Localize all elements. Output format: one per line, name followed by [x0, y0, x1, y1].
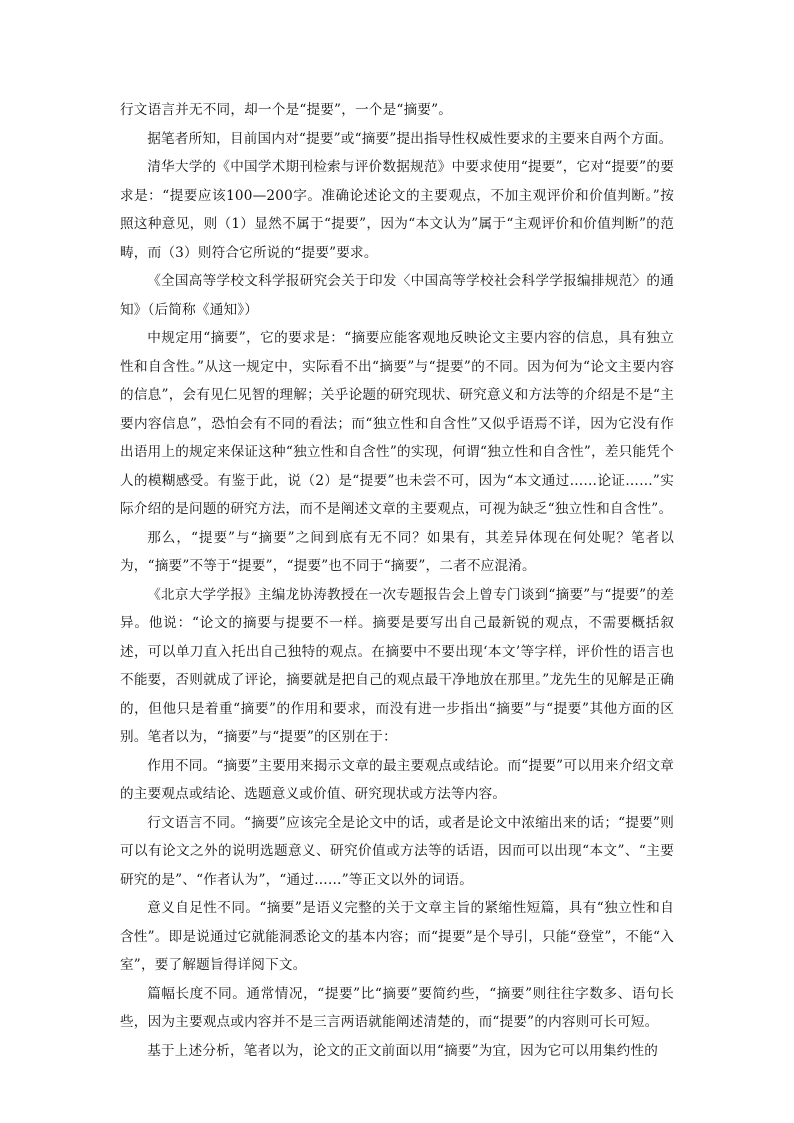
- paragraph-11: 篇幅长度不同。通常情况，“提要”比“摘要”要简约些，“摘要”则往往字数多、语句长些，因为主要观点或内容并不是三言两语就能阐述清楚的，而“提要”的内容则可长可短。: [120, 985, 674, 1030]
- paragraph-9: 行文语言不同。“摘要”应该完全是论文中的话，或者是论文中浓缩出来的话；“提要”则可以有论文之外的说明选题意义、研究价值或方法等的话语，因而可以出现“本文”、“主要研究的是”、“作者认为”，“通过……”等正文以外的词语。: [120, 814, 674, 888]
- paragraph-12: 基于上述分析，笔者以为，论文的正文前面以用“摘要”为宜，因为它可以用集约性的: [147, 1042, 659, 1059]
- paragraph-1: 行文语言并无不同，却一个是“提要”，一个是“摘要”。: [120, 102, 453, 118]
- paragraph-2: 据笔者所知，目前国内对“提要”或“摘要”提出指导性权威性要求的主要来自两个方面。: [147, 130, 673, 147]
- article-body: [120, 96, 674, 1065]
- paragraph-5: 中规定用“摘要”，它的要求是：“摘要应能客观地反映论文主要内容的信息，具有独立性和自含性。”从这一规定中，实际看不出“摘要”与“提要”的不同。因为何为“论文主要内容的信息”，会有见仁见智的理解；关乎论题的研究现状、研究意义和方法等的介绍是不是“主要内容信息”，恐怕会有不同的看法；而“独立性和自含性”又似乎语焉不详，因为它没有作出语用上的规定来保证这种“独立性和自含性”的实现，何谓“独立性和自含性”，差只能凭个人的模糊感受。有鉴于此，说（2）是“提要”也未尝不可，因为“本文通过……论证……”实际介绍的是问题的研究方法，而不是阐述文章的主要观点，可视为缺乏“独立性和自含性”。: [120, 330, 674, 517]
- paragraph-4: 《全国高等学校文科学报研究会关于印发〈中国高等学校社会科学学报编排规范〉的通知》（后简称《通知》）: [120, 273, 674, 318]
- paragraph-6: 那么，“提要”与“摘要”之间到底有无不同？如果有，其差异体现在何处呢？笔者以为，“摘要”不等于“提要”，“提要”也不同于“摘要”，二者不应混淆。: [120, 529, 674, 574]
- paragraph-8: 作用不同。“摘要”主要用来揭示文章的最主要观点或结论。而“提要”可以用来介绍文章的主要观点或结论、选题意义或价值、研究现状或方法等内容。: [120, 757, 674, 802]
- paragraph-10: 意义自足性不同。“摘要”是语义完整的关于文章主旨的紧缩性短篇，具有“独立性和自含性”。即是说通过它就能洞悉论文的基本内容；而“提要”是个导引，只能“登堂”，不能“入室”，要了解题旨得详阅下文。: [120, 900, 674, 973]
- paragraph-7: 《北京大学学报》主编龙协涛教授在一次专题报告会上曾专门谈到“摘要”与“提要”的差异。他说：“论文的摘要与提要不一样。摘要是要写出自己最新锐的观点，不需要概括叙述，可以单刀直入托出自己独特的观点。在摘要中不要出现‘本文’等字样，评价性的语言也不能要，否则就成了评论，摘要就是把自己的观点最干净地放在那里。”龙先生的见解是正确的，但他只是着重“摘要”的作用和要求，而没有进一步指出“摘要”与“提要”其他方面的区别。笔者以为，“摘要”与“提要”的区别在于：: [120, 586, 674, 745]
- paragraph-3: 清华大学的《中国学术期刊检索与评价数据规范》中要求使用“提要”，它对“提要”的要求是：“提要应该100—200字。准确论述论文的主要观点，不加主观评价和价值判断。”按照这种意见，则（1）显然不属于“提要”，因为“本文认为”属于“主观评价和价值判断”的范畴，而（3）则符合它所说的“提要”要求。: [120, 159, 674, 261]
